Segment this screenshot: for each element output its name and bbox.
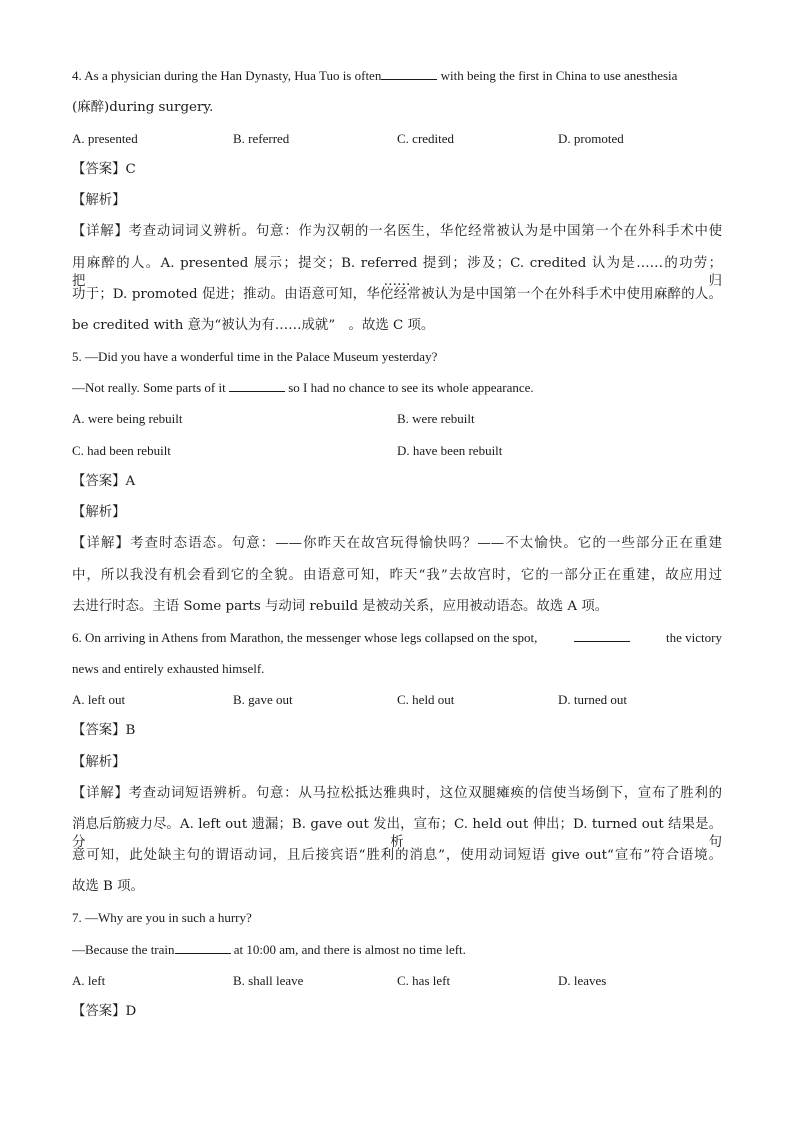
q4-stem-line-2: (麻醉)during surgery. — [72, 100, 214, 115]
q6-detail-line-1: 【详解】考查动词短语辨析。句意：从马拉松抵达雅典时，这位双腿瘫痪的信使当场倒下，宣布了胜利的 — [72, 786, 722, 801]
q5-option-b: B. were rebuilt — [397, 411, 475, 426]
q6-option-a: A. left out — [72, 692, 126, 707]
q4-detail-line-1: 【详解】考查动词词义辨析。句意：作为汉朝的一名医生，华佗经常被认为是中国第一个在外科手术中使 — [72, 224, 722, 239]
q4-option-d: D. promoted — [558, 131, 624, 146]
q4-blank — [381, 67, 437, 80]
q4-option-c: C. credited — [397, 131, 455, 146]
q6-detail-line-3: 意可知，此处缺主句的谓语动词，且后接宾语“胜利的消息”，使用动词短语 give out“宣布”符合语境。 — [72, 848, 722, 863]
q7-blank — [175, 941, 231, 954]
q7-option-d: D. leaves — [558, 973, 607, 988]
q7-stem-line-1: 7. —Why are you in such a hurry? — [72, 910, 252, 925]
q4-detail-line-3: 功于；D. promoted 促进；推动。由语意可知，华佗经常被认为是中国第一个在外科手术中使用麻醉的人。 — [72, 287, 722, 302]
q6-analysis-label: 【解析】 — [72, 755, 126, 770]
q6-detail-line-2: 消息后筋疲力尽。A. left out 遗漏；B. gave out 发出，宣布；C. held out 伸出；D. turned out 结果是。分析句 — [72, 817, 722, 850]
q7-answer: 【答案】D — [72, 1004, 137, 1019]
q5-detail-line-3: 去进行时态。主语 Some parts 与动词 rebuild 是被动关系，应用被动语态。故选 A 项。 — [72, 599, 609, 614]
q5-detail-line-2: 中，所以我没有机会看到它的全貌。由语意可知，昨天“我”去故宫时，它的一部分正在重建，故应用过 — [72, 568, 722, 583]
q6-stem-line-1: 6. On arriving in Athens from Marathon, the messenger whose legs collapsed on the spot, the victory — [72, 630, 722, 645]
q6-option-c: C. held out — [397, 692, 455, 707]
q4-option-a: A. presented — [72, 131, 138, 146]
q6-detail-line-4: 故选 B 项。 — [72, 879, 144, 894]
q7-option-c: C. has left — [397, 973, 451, 988]
q5-option-a: A. were being rebuilt — [72, 411, 183, 426]
q6-option-b: B. gave out — [233, 692, 293, 707]
q7-option-a: A. left — [72, 973, 106, 988]
q5-stem-line-2: —Not really. Some parts of it so I had no chance to see its whole appearance. — [72, 380, 534, 395]
q5-analysis-label: 【解析】 — [72, 505, 126, 520]
q4-analysis-label: 【解析】 — [72, 193, 126, 208]
q6-stem-line-2: news and entirely exhausted himself. — [72, 661, 265, 676]
q5-option-c: C. had been rebuilt — [72, 443, 171, 458]
q4-option-b: B. referred — [233, 131, 290, 146]
q7-stem-line-2: —Because the train at 10:00 am, and there is almost no time left. — [72, 942, 466, 957]
q6-answer: 【答案】B — [72, 723, 136, 738]
q5-blank — [229, 379, 285, 392]
q4-answer: 【答案】C — [72, 162, 136, 177]
q5-stem-line-1: 5. —Did you have a wonderful time in the Palace Museum yesterday? — [72, 349, 438, 364]
q6-blank — [574, 629, 630, 642]
q4-stem-line-1: 4. As a physician during the Han Dynasty, Hua Tuo is often with being the first in China to use anesthesia — [72, 68, 678, 83]
q5-detail-line-1: 【详解】考查时态语态。句意：——你昨天在故宫玩得愉快吗？——不太愉快。它的一些部分正在重建 — [72, 536, 722, 551]
q4-detail-line-4: be credited with 意为“被认为有……成就” 。故选 C 项。 — [72, 318, 435, 333]
q4-detail-line-2: 用麻醉的人。A. presented 展示；提交；B. referred 提到；涉及；C. credited 认为是……的功劳；把……归 — [72, 256, 722, 289]
q6-option-d: D. turned out — [558, 692, 627, 707]
q5-answer: 【答案】A — [72, 474, 136, 489]
q5-option-d: D. have been rebuilt — [397, 443, 503, 458]
q7-option-b: B. shall leave — [233, 973, 304, 988]
